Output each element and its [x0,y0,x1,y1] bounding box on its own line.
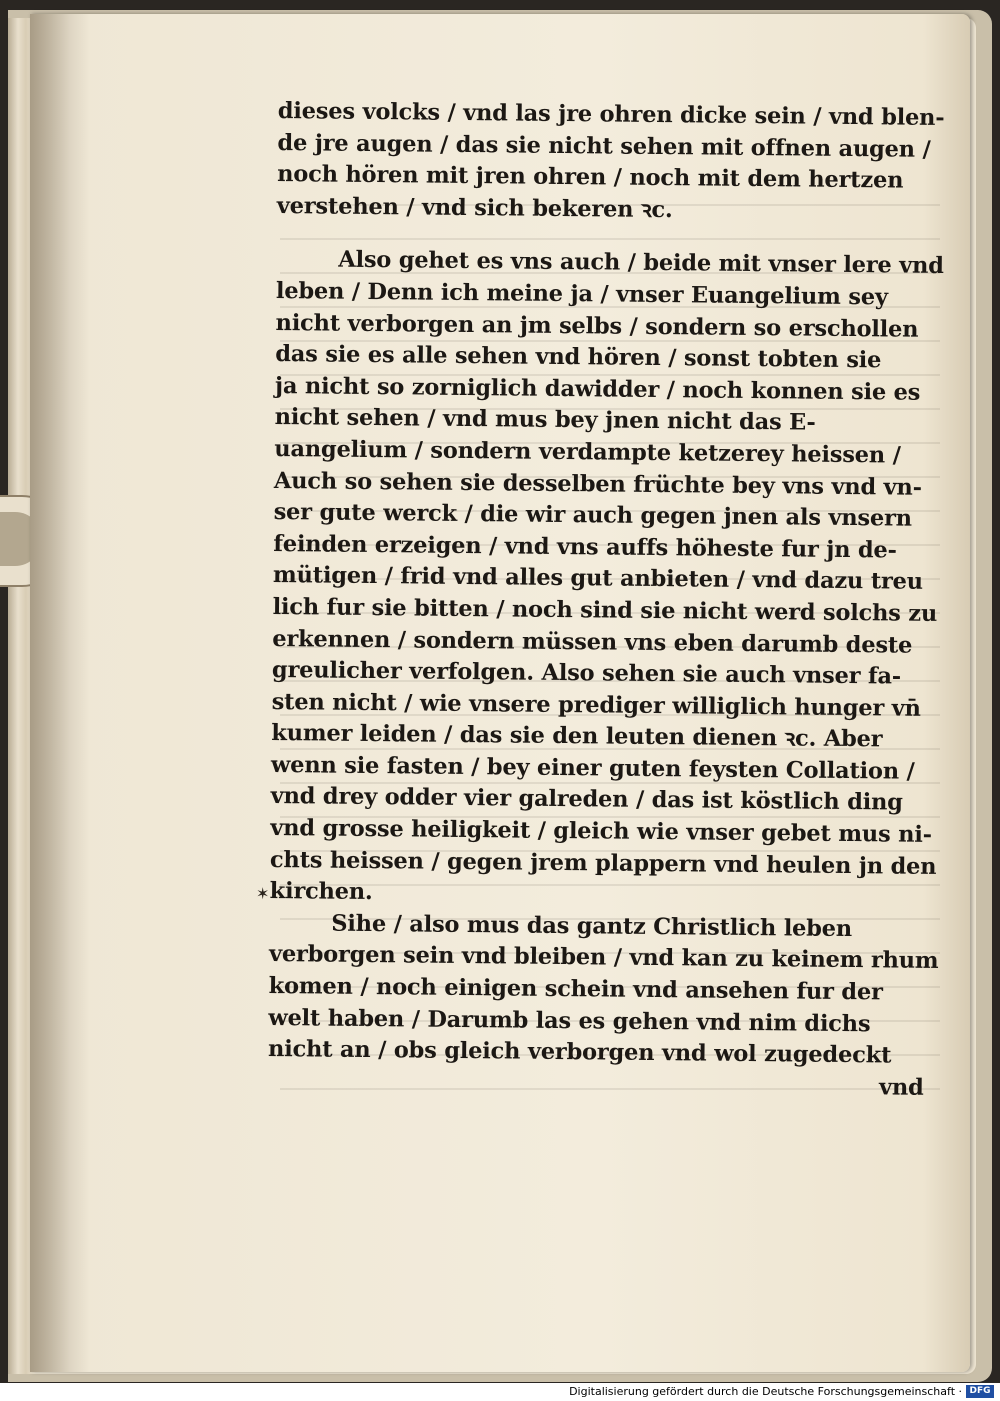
text-line: chts heissen / gegen jrem plappern vnd heulen jn den [269,846,937,880]
text-line: das sie es alle sehen vnd hören / sonst tobten sie [275,341,882,374]
text-line: vnd drey odder vier galreden / das ist köstlich ding [270,783,903,817]
text-line: greulicher verfolgen. Also sehen sie auch vnser fa- [271,657,902,690]
text-line: kumer leiden / das sie den leuten dienen ꝛc. Aber [271,720,883,753]
text-line: lich fur sie bitten / noch sind sie nicht werd solchs zu [272,593,938,627]
text-line: welt haben / Darumb las es gehen vnd nim dichs [268,1004,871,1037]
text-line: vnd grosse heiligkeit / gleich wie vnser gebet mus ni- [270,815,932,848]
text-line: Auch so sehen sie desselben früchte bey vns vnd vn- [273,467,922,501]
text-line: nicht an / obs gleich verborgen vnd wol zugedeckt [267,1036,892,1069]
text-line: komen / noch einigen schein vnd ansehen fur der [268,972,883,1006]
text-line: mütigen / frid vnd alles gut anbieten / vnd dazu treu [272,562,924,596]
margin-mark: ✶ [256,884,270,903]
text-line: wenn sie fasten / bey einer guten feysten Collation / [270,751,915,785]
gutter-shadow [30,14,90,1372]
text-line: noch hören mit jren ohren / noch mit dem hertzen [277,161,904,194]
text-line: ja nicht so zorniglich dawidder / noch konnen sie es [274,372,921,406]
text-line: verborgen sein vnd bleiben / vnd kan zu keinem rhum [268,941,939,975]
funding-credit: Digitalisierung gefördert durch die Deutsche Forschungsgemeinschaft · [569,1385,962,1398]
text-line: dieses volcks / vnd las jre ohren dicke sein / vnd blen- [277,97,945,131]
text-line: verstehen / vnd sich bekeren ꝛc. [276,192,673,223]
text-line: erkennen / sondern müssen vns eben darumb deste [272,625,913,659]
text-line: uangelium / sondern verdampte ketzerey heissen / [274,435,901,469]
text-line: ser gute werck / die wir auch gegen jnen als vnsern [273,499,912,532]
text-line: feinden erzeigen / vnd vns auffs höheste fur jn de- [273,530,897,564]
text-line: Sihe / also mus das gantz Christlich leben [331,910,853,942]
catchword: vnd [878,1074,924,1101]
page-text-block [267,96,945,1104]
text-line: leben / Denn ich meine ja / vnser Euangelium sey [275,277,888,311]
text-line: nicht sehen / vnd mus bey jnen nicht das E- [274,404,816,436]
text-line: nicht verborgen an jm selbs / sondern so erschollen [275,309,919,343]
text-line: kirchen. [269,878,373,906]
dfg-logo-icon: DFG [966,1385,994,1398]
text-line: de jre augen / das sie nicht sehen mit offnen augen / [277,129,931,163]
text-line: sten nicht / wie vnsere prediger williglich hunger vn̄ [271,688,921,722]
text-line: Also gehet es vns auch / beide mit vnser lere vnd [338,247,944,280]
